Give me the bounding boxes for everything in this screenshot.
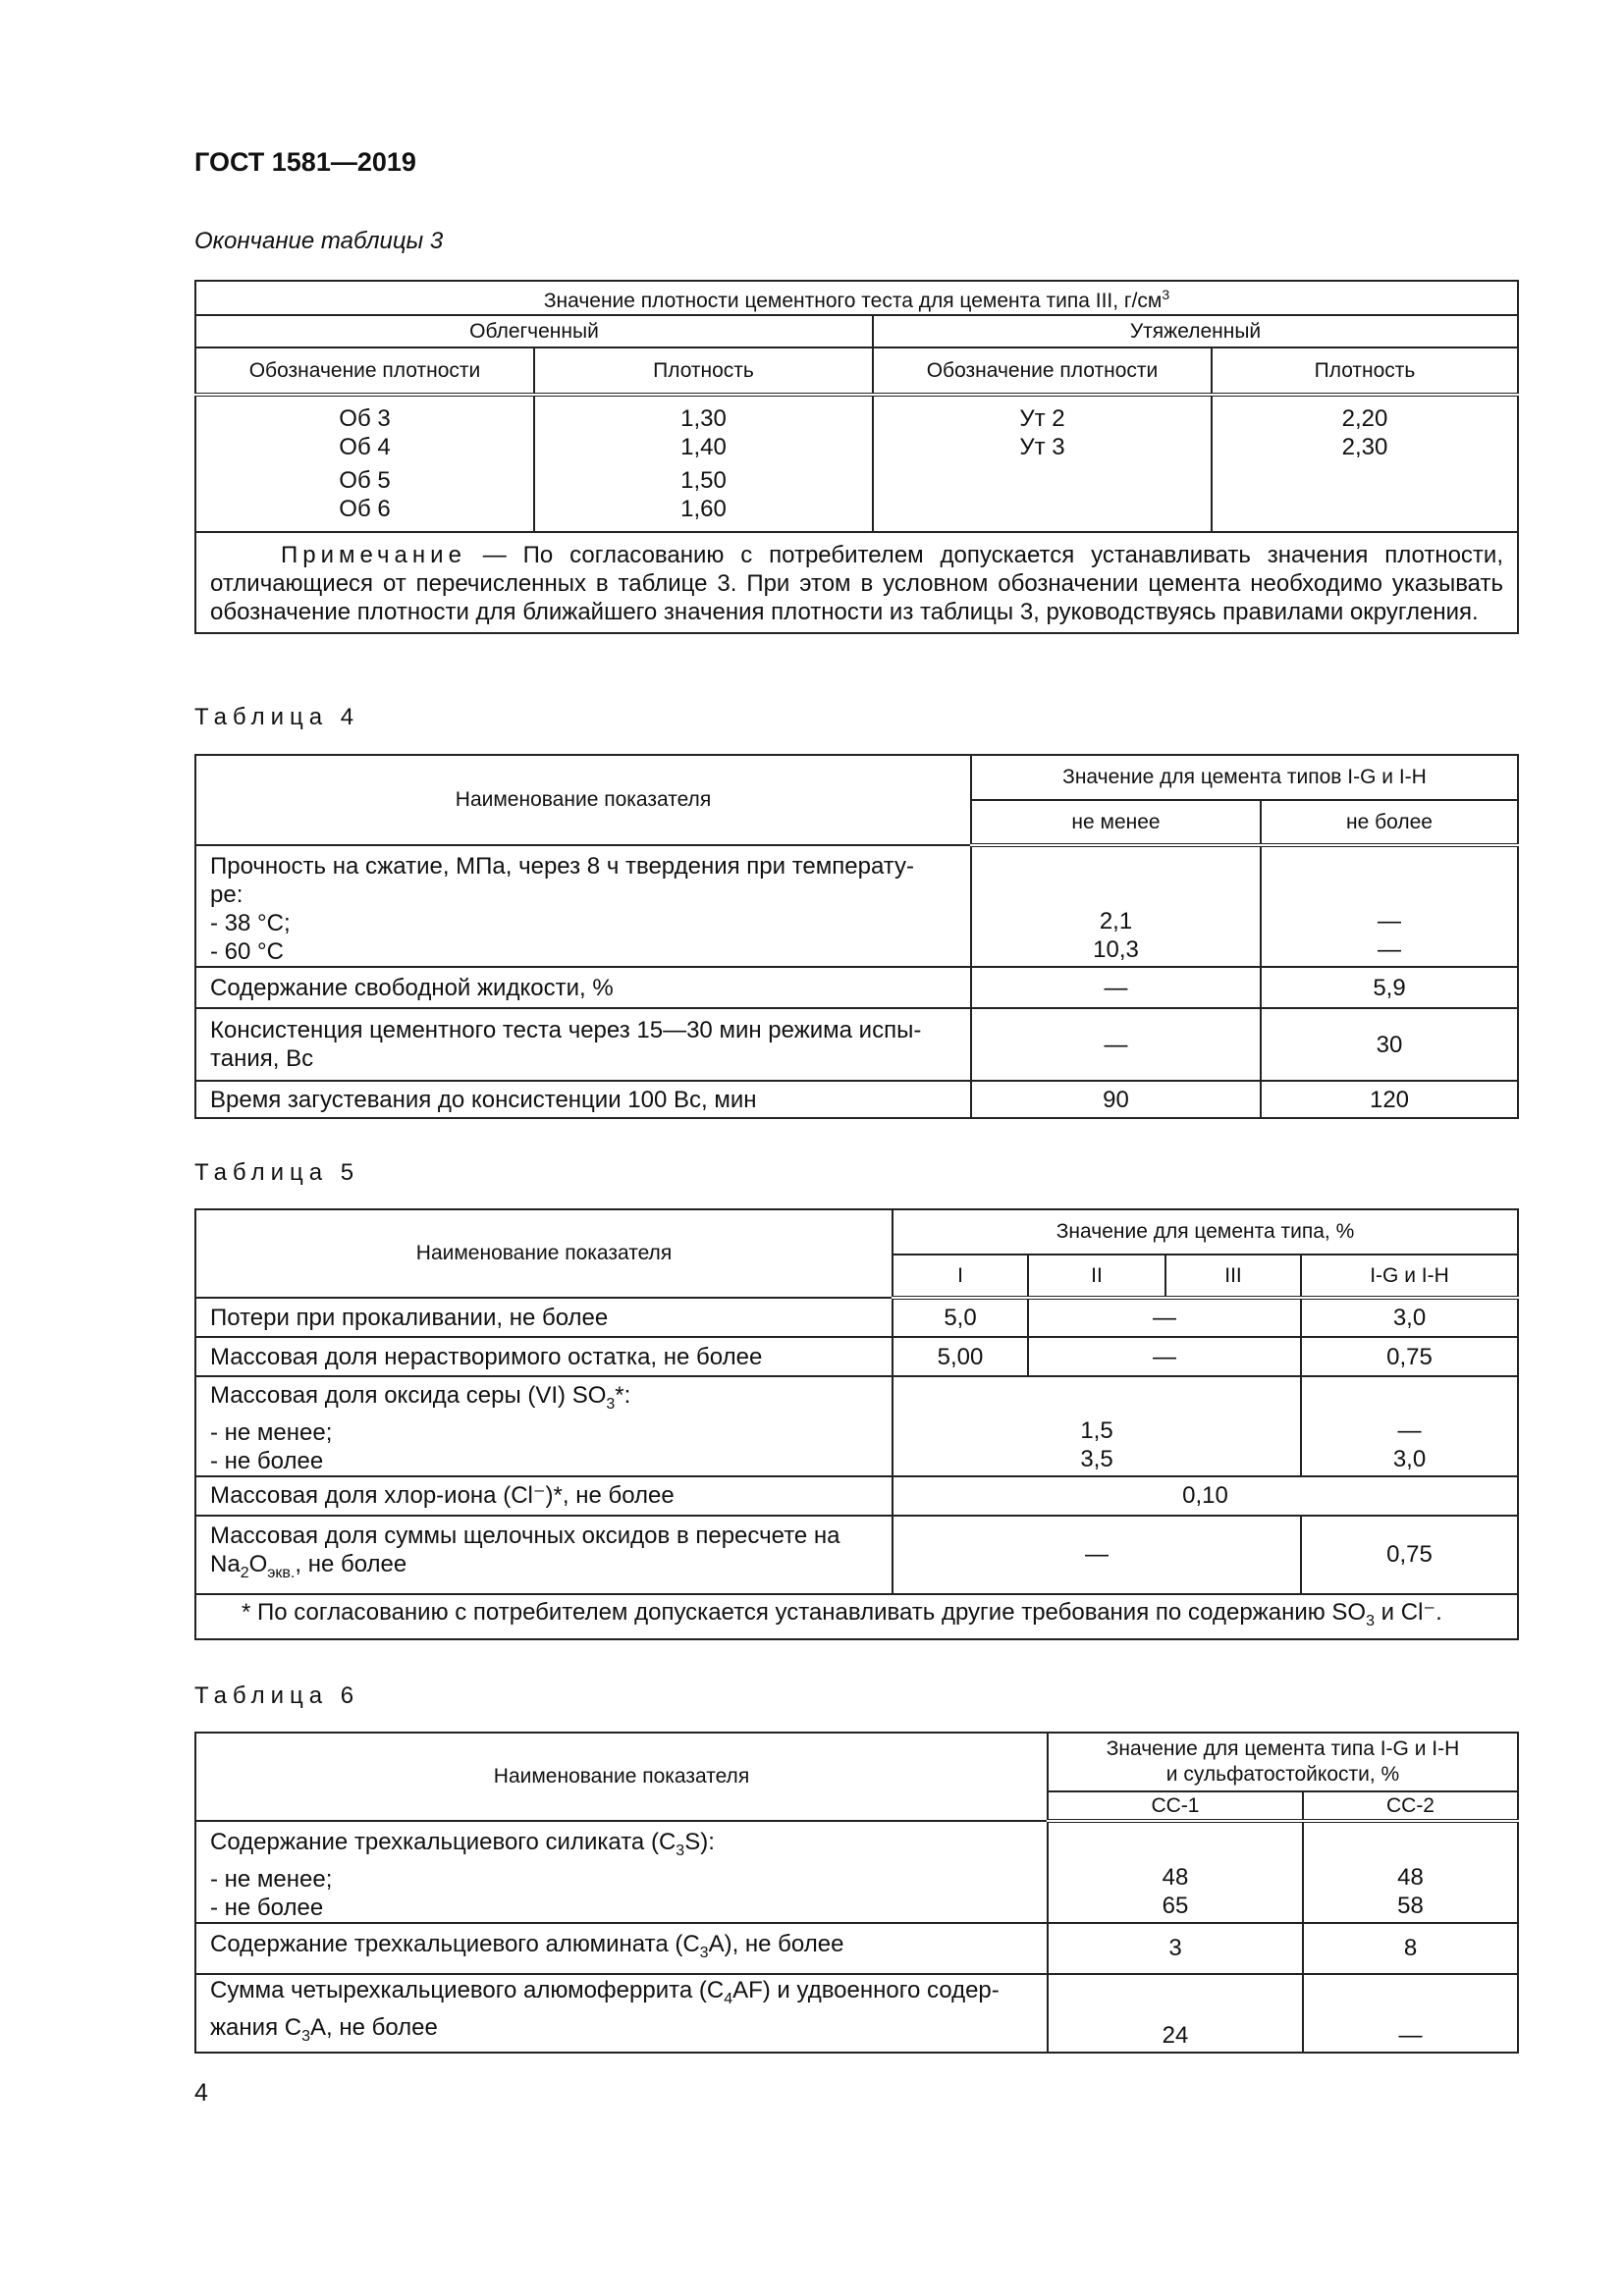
table5-row-insoluble: Массовая доля нерастворимого остатка, не более [195, 1337, 893, 1376]
table3-col-designation-light: Обозначение плотности [195, 347, 534, 395]
table4-thickening-min: 90 [971, 1081, 1261, 1118]
table4-row-consistency: Консистенция цементного теста через 15—30 мин режима испы- тания, Вс [195, 1008, 971, 1081]
table6-col-value: Значение для цемента типа I-G и I-H и сульфатостойкости, % [1048, 1733, 1518, 1791]
table5-ignition-loss-i: 5,0 [893, 1298, 1028, 1337]
table5-row-chloride: Массовая доля хлор-иона (Cl⁻)*, не более [195, 1476, 893, 1516]
table4-consistency-max: 30 [1261, 1008, 1518, 1081]
table6-c4af-cc2: — [1303, 1974, 1518, 2053]
table5-row-alkali: Массовая доля суммы щелочных оксидов в пересчете на $Na_2O_{экв.}$, не более [195, 1516, 893, 1594]
table4-row-strength: Прочность на сжатие, МПа, через 8 ч твердения при температу- ре: - 38 °С; - 60 °С [195, 845, 971, 967]
table5-ignition-loss-ii-iii: — [1028, 1298, 1301, 1337]
table5-insoluble-ig: 0,75 [1301, 1337, 1518, 1376]
table5-ignition-loss-ig: 3,0 [1301, 1298, 1518, 1337]
table5-alkali-ig: 0,75 [1301, 1516, 1518, 1594]
table3-note [195, 532, 1518, 633]
table5-row-ignition-loss: Потери при прокаливании, не более [195, 1298, 893, 1337]
table3-light-designations: Об 3 Об 4 Об 5 Об 6 [195, 395, 534, 532]
table5-sulfur-oxide-i-iii: 1,5 3,5 [893, 1376, 1301, 1476]
table4-strength-max: — — [1261, 845, 1518, 967]
table3-group-heavy: Утяжеленный [873, 315, 1518, 347]
table5-insoluble-i: 5,00 [893, 1337, 1028, 1376]
table6-c3a-cc1: 3 [1048, 1923, 1303, 1974]
table5-chloride-value: 0,10 [893, 1476, 1518, 1516]
table6-c4af-cc1: 24 [1048, 1974, 1303, 2053]
table5-col-type-ig: I-G и I-H [1301, 1255, 1518, 1298]
table4-col-min: не менее [971, 800, 1261, 845]
table5-insoluble-ii-iii: — [1028, 1337, 1301, 1376]
table6-row-c3a: Содержание трехкальциевого алюмината $(C_3A)$, не более [195, 1923, 1048, 1974]
table5-row-sulfur-oxide: Массовая доля оксида серы (VI) $SO_3*$: - не менее; - не более [195, 1376, 893, 1476]
table5-col-value: Значение для цемента типа, % [893, 1209, 1518, 1255]
table3-group-light: Облегченный [195, 315, 873, 347]
table5-col-name: Наименование показателя [195, 1209, 893, 1298]
table6-c3s-cc1: 48 65 [1048, 1821, 1303, 1923]
table4-strength-min: 2,1 10,3 [971, 845, 1261, 967]
table-4 [194, 754, 1519, 1119]
table4-free-liquid-min: — [971, 967, 1261, 1008]
table3-heavy-values: 2,20 2,30 [1212, 395, 1518, 532]
table3-col-designation-heavy: Обозначение плотности [873, 347, 1212, 395]
table6-col-cc2: CC-2 [1303, 1791, 1518, 1821]
table4-consistency-min: — [971, 1008, 1261, 1081]
table5-caption: Таблица 5 [194, 1159, 360, 1186]
table6-c3a-cc2: 8 [1303, 1923, 1518, 1974]
table6-col-cc1: CC-1 [1048, 1791, 1303, 1821]
table6-caption: Таблица 6 [194, 1682, 360, 1709]
table4-free-liquid-max: 5,9 [1261, 967, 1518, 1008]
page-number: 4 [194, 2079, 208, 2107]
table6-row-c4af: Сумма четырехкальциевого алюмоферрита $(C_4AF)$ и удвоенного содер- жания $C_3A$, не более [195, 1974, 1048, 2053]
table6-c3s-cc2: 48 58 [1303, 1821, 1518, 1923]
table4-caption: Таблица 4 [194, 704, 360, 730]
table3-heavy-designations: Ут 2 Ут 3 [873, 395, 1212, 532]
table4-row-free-liquid: Содержание свободной жидкости, % [195, 967, 971, 1008]
document-header: ГОСТ 1581—2019 [194, 147, 416, 177]
table5-alkali-i-iii: — [893, 1516, 1301, 1594]
table4-thickening-max: 120 [1261, 1081, 1518, 1118]
table3-col-density-light: Плотность [534, 347, 873, 395]
table5-sulfur-oxide-ig: — 3,0 [1301, 1376, 1518, 1476]
table3-caption: Окончание таблицы 3 [194, 228, 444, 254]
table5-col-type-ii: II [1028, 1255, 1165, 1298]
table3-title: Значение плотности цементного теста для цемента типа III, $г/см^3$ [195, 281, 1518, 315]
table5-col-type-i: I [893, 1255, 1028, 1298]
table5-footnote: * По согласованию с потребителем допускается устанавливать другие требования по содержанию $SO_3$ и Cl⁻. [195, 1594, 1518, 1639]
table-6 [194, 1732, 1519, 2054]
note-text: — По согласованию с потребителем допускается устанавливать значения плотности, отличающиеся от перечисленных в таблице 3. При этом в условном обозначении цемента необходимо указывать обозначение плотности для ближайшего значения плотности из таблицы 3, руководствуясь правилами округления. [210, 542, 1503, 625]
table5-col-type-iii: III [1165, 1255, 1301, 1298]
table6-col-name: Наименование показателя [195, 1733, 1048, 1821]
table4-col-name: Наименование показателя [195, 755, 971, 845]
table3-col-density-heavy: Плотность [1212, 347, 1518, 395]
table3-light-values: 1,30 1,40 1,50 1,60 [534, 395, 873, 532]
table4-col-value: Значение для цемента типов I-G и I-H [971, 755, 1518, 800]
table-5 [194, 1208, 1519, 1640]
table4-col-max: не более [1261, 800, 1518, 845]
table6-row-c3s: Содержание трехкальциевого силиката $(C_3S)$: - не менее; - не более [195, 1821, 1048, 1923]
note-lead: Примечание [281, 542, 466, 568]
table-3-end [194, 280, 1519, 634]
table4-row-thickening: Время загустевания до консистенции 100 Вс, мин [195, 1081, 971, 1118]
